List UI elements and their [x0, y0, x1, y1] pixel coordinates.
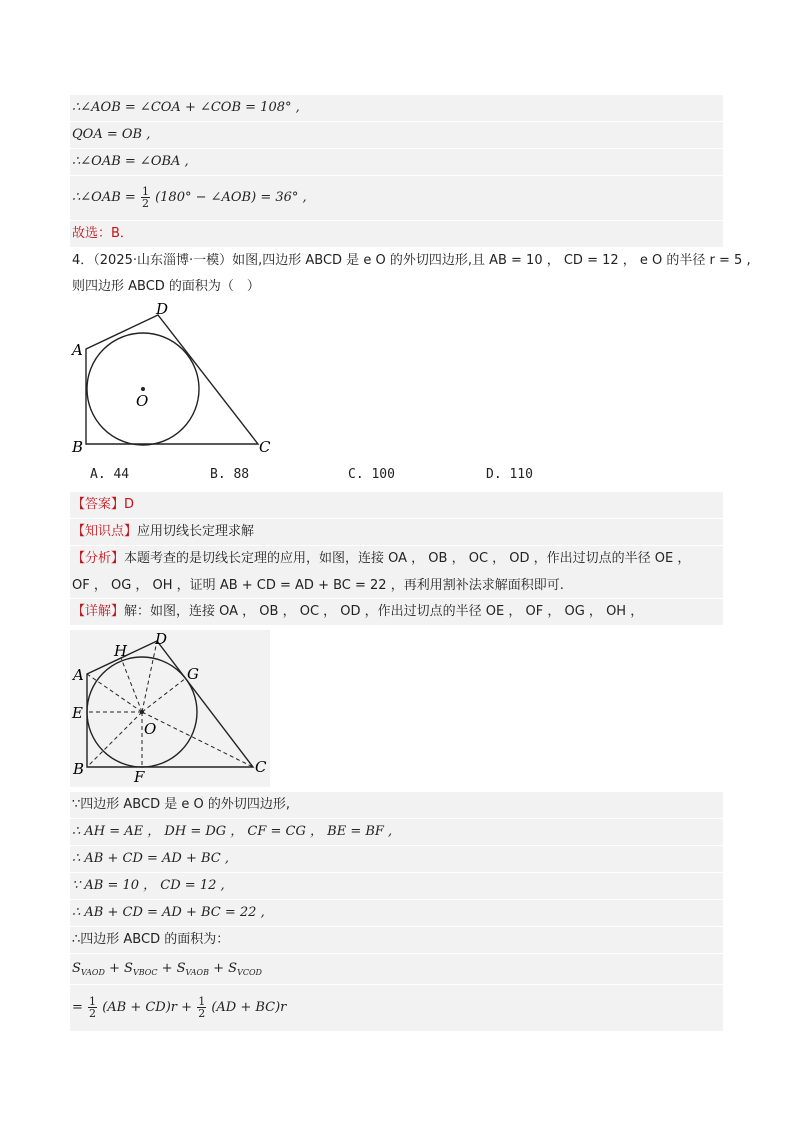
label-D2: D — [155, 630, 168, 648]
question-4-line-2: 则四边形 ABCD 的面积为（ ） — [72, 279, 260, 294]
knowledge-point-line: 【知识点】应用切线长定理求解 — [72, 524, 255, 539]
label-B: B — [72, 438, 84, 456]
step-3: ∴ AB + CD = AD + BC , — [72, 851, 230, 866]
step-1: ∵四边形 ABCD 是 e O 的外切四边形, — [72, 797, 290, 812]
step-5: ∴ AB + CD = AD + BC = 22 , — [72, 905, 265, 920]
option-c[interactable]: C. 100 — [348, 467, 395, 482]
solution-line-3: ∴∠OAB = ∠OBA , — [72, 154, 189, 169]
analysis-line-1: 【分析】本题考查的是切线长定理的应用，如图，连接 OA ， OB ， OC ， OD ，作出过切点的半径 OE ， — [72, 551, 691, 566]
solution-line-2: QOA = OB , — [72, 127, 151, 142]
option-d[interactable]: D. 110 — [486, 467, 533, 482]
answer-choice-line: 故选：B． — [72, 226, 133, 241]
solution-line-4: ∴∠OAB = $\frac{1}{2}$ (180° − ∠AOB) = 36° , — [72, 185, 307, 210]
step-2: ∴ AH = AE ， DH = DG ， CF = CG ， BE = BF , — [72, 824, 393, 839]
label-F: F — [134, 768, 145, 786]
option-a[interactable]: A. 44 — [90, 467, 130, 482]
solution-line-1: ∴∠AOB = ∠COA + ∠COB = 108° , — [72, 100, 300, 115]
step-7-area-sum: $S_{VAOD} + S_{VBOC} + S_{VAOB} + S_{VCOD}$ — [72, 961, 262, 977]
detail-line: 【详解】解：如图，连接 OA ， OB ， OC ， OD ，作出过切点的半径 OE ， OF ， OG ， OH ， — [72, 604, 644, 619]
step-6: ∴四边形 ABCD 的面积为： — [72, 932, 230, 947]
label-H: H — [114, 642, 128, 660]
label-C2: C — [255, 758, 267, 776]
answer-line: 【答案】D — [72, 497, 135, 512]
band-2 — [70, 122, 723, 148]
fraction-half: $\frac{1}{2}$ — [141, 185, 149, 210]
question-4-line-1: 4．（2025·山东淄博·一模）如图,四边形 ABCD 是 e O 的外切四边形,且 AB = 10 ， CD = 12 ， e O 的半径 r = 5 , — [72, 253, 751, 268]
label-B2: B — [73, 760, 85, 778]
step-8-area-formula: = $\frac{1}{2}$ (AB + CD)r + $\frac{1}{2}$ (AD + BC)r — [72, 995, 287, 1020]
label-A2: A — [73, 666, 84, 684]
label-A: A — [72, 341, 83, 359]
label-O: O — [136, 392, 149, 410]
step-4: ∵ AB = 10 ， CD = 12 , — [72, 878, 225, 893]
label-G: G — [187, 665, 199, 683]
label-D: D — [156, 302, 169, 318]
label-E: E — [72, 704, 83, 722]
label-C: C — [259, 438, 271, 456]
analysis-line-2: OF ， OG ， OH ，证明 AB + CD = AD + BC = 22 ，再利用割补法求解面积即可. — [72, 578, 564, 593]
band-5 — [70, 221, 723, 247]
band-6 — [70, 492, 723, 518]
figure-quadrilateral-circle — [70, 302, 280, 457]
fraction-half-b: $\frac{1}{2}$ — [198, 995, 206, 1020]
figure-tangent-radii — [70, 630, 270, 787]
option-b[interactable]: B. 88 — [210, 467, 250, 482]
fraction-half-a: $\frac{1}{2}$ — [89, 995, 97, 1020]
label-O2: O — [144, 720, 157, 738]
